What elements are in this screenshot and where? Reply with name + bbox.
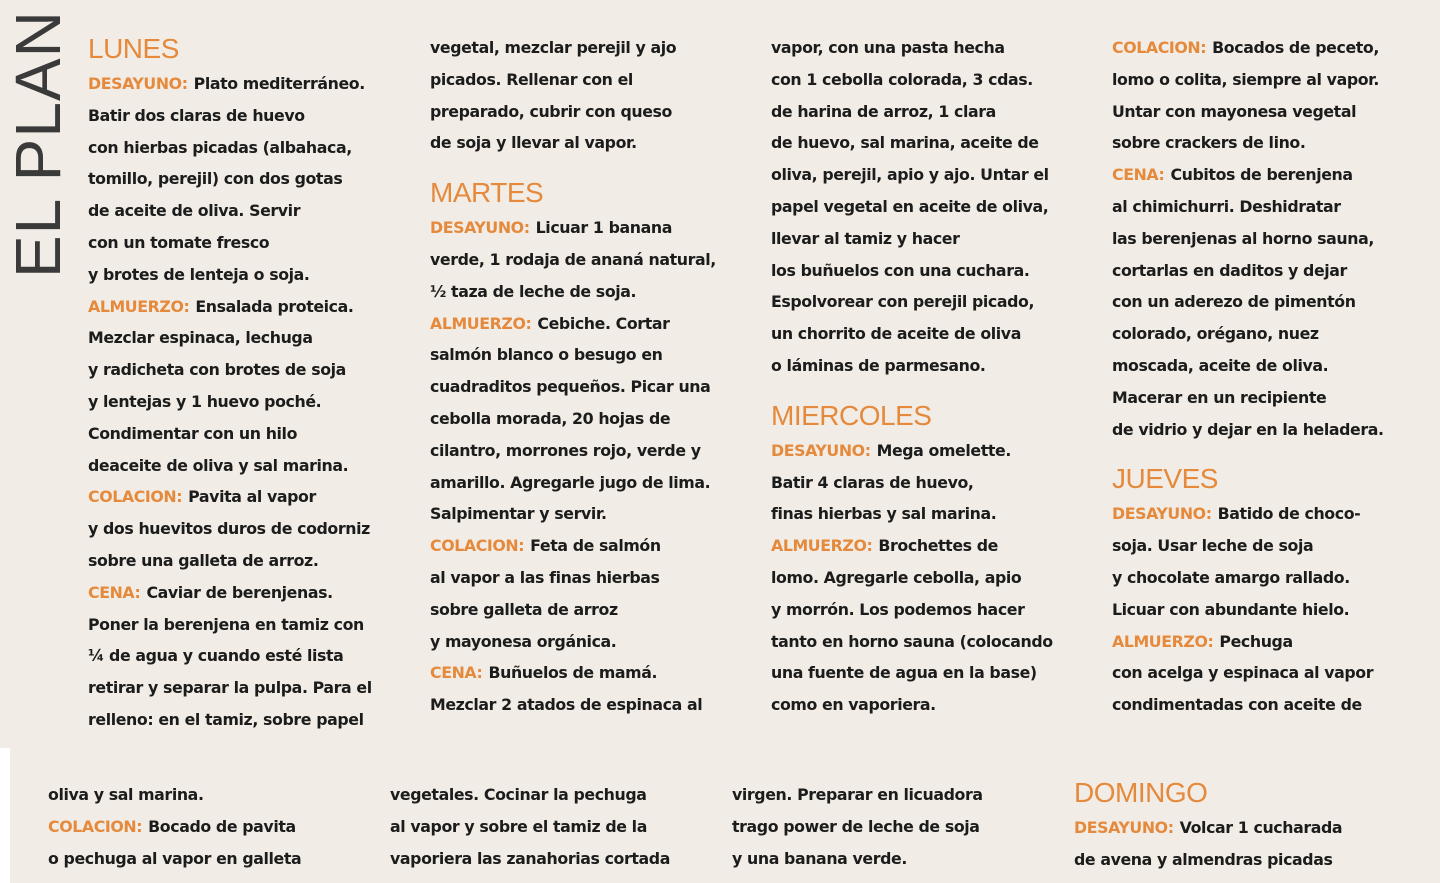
line-text: Batido de choco- (1217, 504, 1361, 524)
text-line (88, 418, 372, 450)
line-text: al chimichurri. Deshidratar (1112, 196, 1341, 216)
text-line (430, 244, 716, 276)
text-line (771, 127, 1053, 159)
line-text: trago power de leche de soja (732, 816, 980, 836)
text-line (430, 127, 716, 159)
line-text: de huevo, sal marina, aceite de (771, 133, 1039, 153)
line-text: verde, 1 rodaja de ananá natural, (430, 249, 716, 269)
line-text: Untar con mayonesa vegetal (1112, 101, 1357, 121)
text-line (430, 435, 716, 467)
line-text: al vapor a las finas hierbas (430, 567, 660, 587)
line-text: sobre una galleta de arroz. (88, 550, 319, 570)
text-line (1112, 350, 1384, 382)
line-text: de aceite de oliva. Servir (88, 201, 301, 221)
meal-label: CENA: (88, 582, 141, 602)
text-line (88, 450, 372, 482)
bottom-text-column-4 (1074, 774, 1342, 876)
line-text: Condimentar con un hilo (88, 423, 298, 443)
text-line (1112, 414, 1384, 446)
bottom-text-column-1 (48, 779, 301, 874)
text-line (88, 163, 372, 195)
meal-label: ALMUERZO: (1112, 631, 1214, 651)
day-heading: MIERCOLES (771, 399, 932, 431)
day-heading: LUNES (88, 33, 179, 64)
text-line (771, 223, 1053, 255)
text-line (1112, 657, 1384, 689)
line-text: Cebiche. Cortar (537, 313, 670, 333)
text-line (430, 64, 716, 96)
text-line (1112, 689, 1384, 721)
line-text: cortarlas en daditos y dejar (1112, 260, 1347, 280)
line-text: cebolla morada, 20 hojas de (430, 408, 671, 428)
line-text: Batir 4 claras de huevo, (771, 472, 974, 492)
line-text: o láminas de parmesano. (771, 355, 986, 375)
line-text: y dos huevitos duros de codorniz (88, 519, 370, 539)
line-text: llevar al tamiz y hacer (771, 228, 960, 248)
line-text: Bocado de pavita (148, 816, 296, 836)
line-text: Mega omelette. (876, 440, 1011, 460)
text-line (732, 811, 983, 843)
line-text: ¼ de agua y cuando esté lista (88, 646, 344, 666)
meal-label: DESAYUNO: (1112, 504, 1212, 524)
text-line (1112, 96, 1384, 128)
bottom-text-column-2 (390, 779, 670, 874)
line-text: relleno: en el tamiz, sobre papel (88, 709, 364, 729)
line-text: Batir dos claras de huevo (88, 105, 305, 125)
text-line (1112, 562, 1384, 594)
text-line (771, 255, 1053, 287)
line-text: con 1 cebolla colorada, 3 cdas. (771, 69, 1033, 89)
line-text: y morrón. Los podemos hacer (771, 599, 1025, 619)
line-text: picados. Rellenar con el (430, 69, 633, 89)
meal-label: DESAYUNO: (88, 74, 188, 93)
line-text: oliva, perejil, apio y ajo. Untar el (771, 165, 1049, 185)
line-text: Ensalada proteica. (195, 296, 354, 316)
line-text: soja. Usar leche de soja (1112, 536, 1314, 556)
text-line (430, 371, 716, 403)
text-line (88, 322, 372, 354)
line-text: de avena y almendras picadas (1074, 849, 1333, 869)
text-line (88, 132, 372, 164)
line-text: Pechuga (1219, 631, 1293, 651)
text-line (430, 530, 716, 562)
text-line (88, 386, 372, 418)
meal-label: CENA: (1112, 165, 1165, 185)
spacer (1112, 445, 1384, 460)
text-line (430, 626, 716, 658)
line-text: ½ taza de leche de soja. (430, 281, 637, 301)
line-text: condimentadas con aceite de (1112, 695, 1362, 715)
text-line (771, 286, 1053, 318)
meal-label: ALMUERZO: (430, 313, 532, 333)
line-text: y mayonesa orgánica. (430, 631, 617, 651)
text-line (771, 626, 1053, 658)
day-heading: DOMINGO (1074, 777, 1208, 808)
meal-label: CENA: (430, 663, 483, 683)
text-line (771, 498, 1053, 530)
text-line (1074, 812, 1342, 844)
line-text: Feta de salmón (530, 536, 661, 556)
line-text: cilantro, morrones rojo, verde y (430, 440, 701, 460)
line-text: oliva y sal marina. (48, 785, 204, 804)
line-text: de vidrio y dejar en la heladera. (1112, 419, 1384, 439)
line-text: y una banana verde. (732, 848, 907, 868)
text-line (430, 276, 716, 308)
text-column-4 (1112, 32, 1384, 721)
line-text: Brochettes de (878, 536, 998, 556)
meal-label: ALMUERZO: (771, 536, 873, 556)
line-text: y brotes de lenteja o soja. (88, 264, 310, 284)
text-line (430, 689, 716, 721)
text-line (88, 704, 372, 736)
line-text: las berenjenas al horno sauna, (1112, 228, 1374, 248)
line-text: Plato mediterráneo. (193, 74, 365, 93)
meal-label: COLACION: (430, 536, 525, 556)
meal-label: COLACION: (88, 487, 183, 507)
line-text: Espolvorear con perejil picado, (771, 292, 1035, 312)
line-text: lomo. Agregarle cebolla, apio (771, 567, 1022, 587)
text-line (88, 100, 372, 132)
text-line (771, 657, 1053, 689)
line-text: Volcar 1 cucharada (1179, 818, 1343, 837)
text-line (430, 32, 716, 64)
text-line (1112, 64, 1384, 96)
text-line (88, 577, 372, 609)
line-text: finas hierbas y sal marina. (771, 504, 997, 524)
line-text: cuadraditos pequeños. Picar una (430, 377, 711, 397)
text-line (732, 779, 983, 811)
text-line (1112, 286, 1384, 318)
text-line (1112, 594, 1384, 626)
day-heading: MARTES (430, 177, 544, 209)
text-line (771, 318, 1053, 350)
text-line (1112, 626, 1384, 658)
text-line (1112, 530, 1384, 562)
line-text: como en vaporiera. (771, 695, 936, 715)
meal-label: DESAYUNO: (1074, 818, 1174, 837)
text-line (771, 467, 1053, 499)
text-line (771, 689, 1053, 721)
text-line (771, 96, 1053, 128)
text-line (390, 843, 670, 875)
text-line (771, 530, 1053, 562)
meal-label: COLACION: (48, 816, 143, 836)
text-line (430, 657, 716, 689)
text-line (771, 594, 1053, 626)
text-line (1112, 382, 1384, 414)
line-text: una fuente de agua en la base) (771, 663, 1037, 683)
text-line (48, 811, 301, 843)
text-line (430, 339, 716, 371)
text-line (88, 259, 372, 291)
text-line (88, 291, 372, 323)
meal-label: DESAYUNO: (430, 218, 530, 238)
line-text: Licuar con abundante hielo. (1112, 599, 1350, 619)
text-column-3 (771, 32, 1053, 721)
line-text: virgen. Preparar en licuadora (732, 785, 983, 804)
text-line (1112, 127, 1384, 159)
line-text: y radicheta con brotes de soja (88, 360, 346, 380)
text-line (430, 212, 716, 244)
line-text: un chorrito de aceite de oliva (771, 324, 1021, 344)
line-text: Mezclar 2 atados de espinaca al (430, 695, 703, 715)
line-text: con un aderezo de pimentón (1112, 292, 1356, 312)
text-line (430, 96, 716, 128)
text-line (390, 811, 670, 843)
text-line (88, 513, 372, 545)
text-line (732, 843, 983, 875)
line-text: salmón blanco o besugo en (430, 345, 663, 365)
line-text: Licuar 1 banana (535, 218, 672, 238)
line-text: colorado, orégano, nuez (1112, 324, 1319, 344)
text-line (771, 562, 1053, 594)
text-line (771, 191, 1053, 223)
line-text: preparado, cubrir con queso (430, 101, 672, 121)
line-text: al vapor y sobre el tamiz de la (390, 816, 647, 836)
line-text: Poner la berenjena en tamiz con (88, 614, 364, 634)
text-column-1 (88, 30, 372, 736)
text-line (771, 159, 1053, 191)
text-line (771, 435, 1053, 467)
text-line (1112, 32, 1384, 64)
text-line (88, 640, 372, 672)
line-text: vaporiera las zanahorias cortada (390, 848, 670, 868)
text-line (1112, 498, 1384, 530)
side-title: EL PLAN (2, 10, 74, 278)
line-text: de harina de arroz, 1 clara (771, 101, 996, 121)
text-line (88, 68, 372, 100)
line-text: de soja y llevar al vapor. (430, 133, 637, 153)
text-line (1112, 223, 1384, 255)
line-text: papel vegetal en aceite de oliva, (771, 196, 1049, 216)
line-text: sobre galleta de arroz (430, 599, 618, 619)
text-line (1074, 844, 1342, 876)
text-line (430, 467, 716, 499)
line-text: y lentejas y 1 huevo poché. (88, 391, 322, 411)
meal-label: ALMUERZO: (88, 296, 190, 316)
line-text: Mezclar espinaca, lechuga (88, 328, 313, 348)
line-text: y chocolate amargo rallado. (1112, 567, 1350, 587)
text-line (430, 562, 716, 594)
text-line (430, 498, 716, 530)
meal-label: DESAYUNO: (771, 440, 871, 460)
spacer (430, 159, 716, 174)
text-line (88, 609, 372, 641)
line-text: tomillo, perejil) con dos gotas (88, 169, 343, 189)
line-text: sobre crackers de lino. (1112, 133, 1306, 153)
text-line (1112, 191, 1384, 223)
line-text: vegetales. Cocinar la pechuga (390, 785, 647, 804)
text-line (771, 350, 1053, 382)
line-text: amarillo. Agregarle jugo de lima. (430, 472, 711, 492)
text-line (88, 227, 372, 259)
text-line (1112, 159, 1384, 191)
text-line (88, 545, 372, 577)
text-line (1112, 318, 1384, 350)
text-line (1112, 255, 1384, 287)
line-text: vegetal, mezclar perejil y ajo (430, 38, 677, 57)
line-text: con hierbas picadas (albahaca, (88, 137, 352, 157)
line-text: Pavita al vapor (188, 487, 316, 507)
text-line (771, 32, 1053, 64)
text-line (390, 779, 670, 811)
text-line (430, 594, 716, 626)
line-text: retirar y separar la pulpa. Para el (88, 678, 372, 698)
line-text: los buñuelos con una cuchara. (771, 260, 1030, 280)
meal-label: COLACION: (1112, 38, 1207, 57)
text-line (771, 64, 1053, 96)
text-column-2 (430, 32, 716, 721)
spacer (771, 382, 1053, 397)
bottom-text-column-3 (732, 779, 983, 874)
line-text: o pechuga al vapor en galleta (48, 848, 302, 868)
line-text: Bocados de peceto, (1212, 38, 1379, 57)
text-line (88, 481, 372, 513)
line-text: Cubitos de berenjena (1170, 165, 1353, 185)
line-text: Macerar en un recipiente (1112, 387, 1327, 407)
line-text: con acelga y espinaca al vapor (1112, 663, 1374, 683)
line-text: Caviar de berenjenas. (146, 582, 333, 602)
text-line (430, 308, 716, 340)
line-text: con un tomate fresco (88, 232, 270, 252)
text-line (48, 779, 301, 811)
line-text: vapor, con una pasta hecha (771, 38, 1005, 57)
line-text: Buñuelos de mamá. (488, 663, 658, 683)
line-text: deaceite de oliva y sal marina. (88, 455, 349, 475)
line-text: lomo o colita, siempre al vapor. (1112, 69, 1379, 89)
text-line (88, 672, 372, 704)
line-text: tanto en horno sauna (colocando (771, 631, 1053, 651)
line-text: moscada, aceite de oliva. (1112, 355, 1329, 375)
line-text: Salpimentar y servir. (430, 504, 607, 524)
text-line (88, 354, 372, 386)
text-line (430, 403, 716, 435)
text-line (88, 195, 372, 227)
text-line (48, 843, 301, 875)
day-heading: JUEVES (1112, 463, 1218, 495)
